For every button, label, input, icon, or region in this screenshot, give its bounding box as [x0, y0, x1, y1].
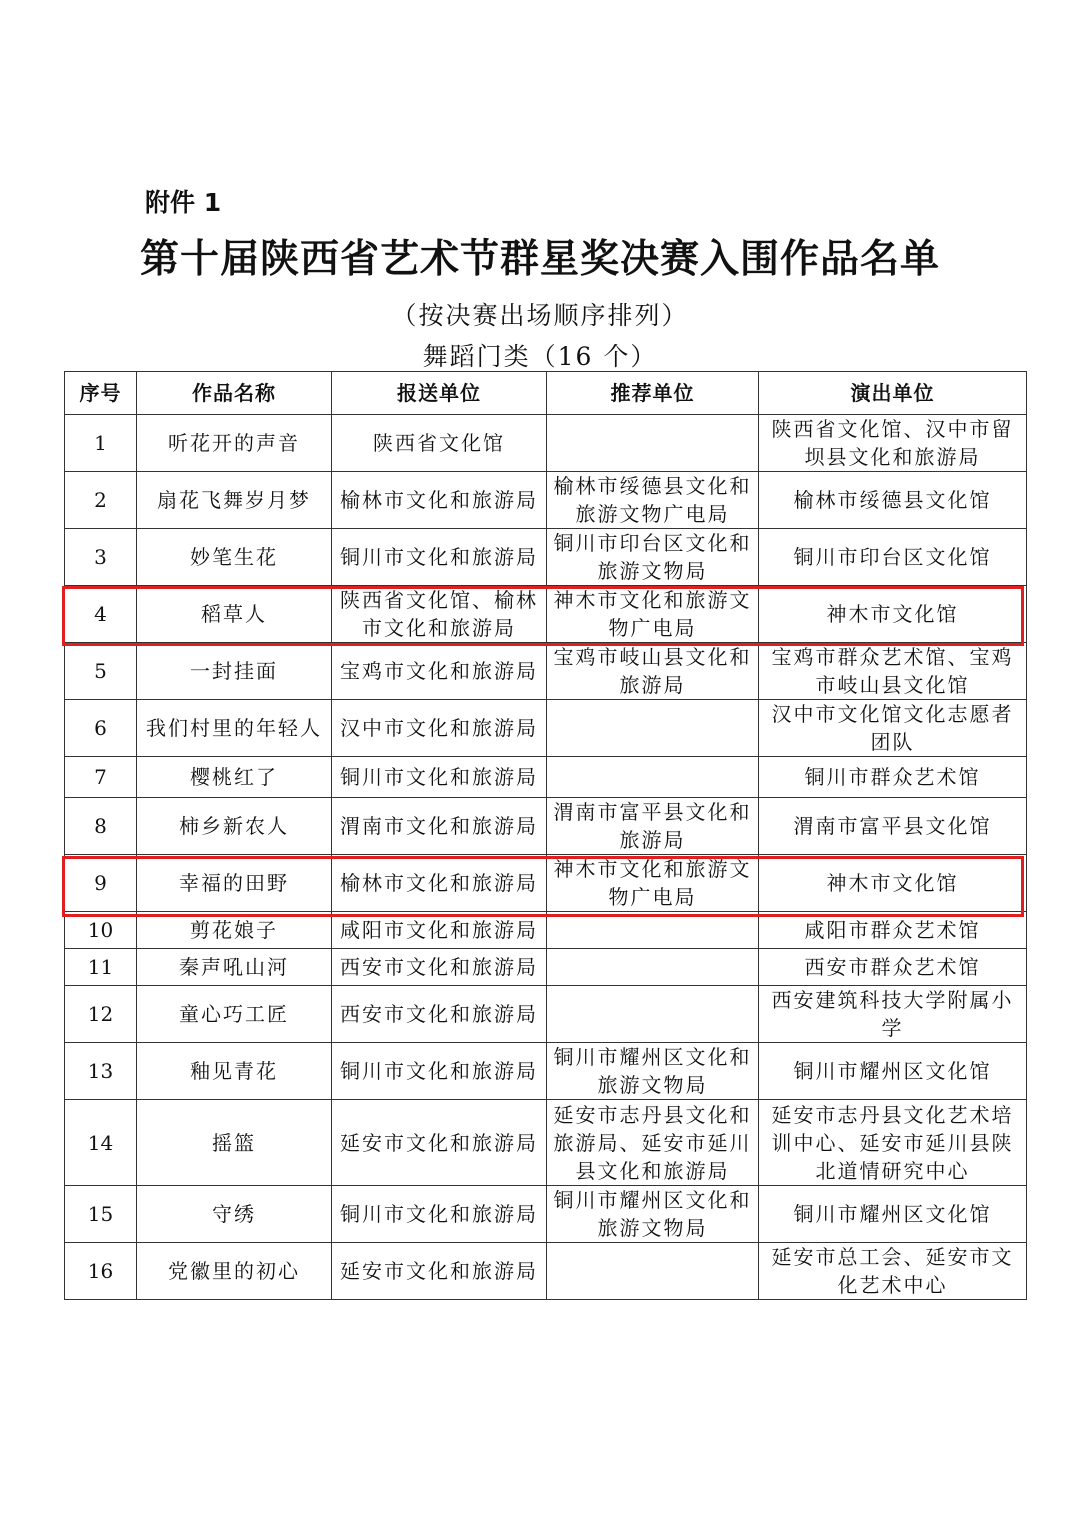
cell-performing-unit: 铜川市群众艺术馆 [759, 757, 1027, 798]
table-row [65, 912, 1027, 949]
cell-recommending-unit: 榆林市绥德县文化和旅游文物广电局 [547, 472, 759, 529]
table-row [65, 855, 1027, 912]
cell-recommending-unit: 渭南市富平县文化和旅游局 [547, 798, 759, 855]
cell-number: 4 [65, 586, 137, 643]
cell-recommending-unit: 铜川市耀州区文化和旅游文物局 [547, 1043, 759, 1100]
cell-work-name: 秦声吼山河 [137, 949, 332, 986]
cell-number: 10 [65, 912, 137, 949]
cell-number: 5 [65, 643, 137, 700]
cell-submitting-unit: 榆林市文化和旅游局 [332, 472, 547, 529]
cell-number: 2 [65, 472, 137, 529]
cell-work-name: 剪花娘子 [137, 912, 332, 949]
header-submitting-unit: 报送单位 [332, 372, 547, 415]
cell-work-name: 柿乡新农人 [137, 798, 332, 855]
header-work-name: 作品名称 [137, 372, 332, 415]
table-header-row [65, 372, 1027, 415]
table-row [65, 700, 1027, 757]
header-performing-unit: 演出单位 [759, 372, 1027, 415]
cell-number: 6 [65, 700, 137, 757]
header-recommending-unit: 推荐单位 [547, 372, 759, 415]
cell-recommending-unit [547, 757, 759, 798]
cell-submitting-unit: 榆林市文化和旅游局 [332, 855, 547, 912]
cell-performing-unit: 神木市文化馆 [759, 855, 1027, 912]
cell-number: 3 [65, 529, 137, 586]
cell-performing-unit: 汉中市文化馆文化志愿者团队 [759, 700, 1027, 757]
table-row [65, 1043, 1027, 1100]
cell-performing-unit: 铜川市耀州区文化馆 [759, 1043, 1027, 1100]
attachment-label: 附件 1 [145, 188, 222, 217]
cell-number: 16 [65, 1243, 137, 1300]
cell-number: 12 [65, 986, 137, 1043]
cell-work-name: 童心巧工匠 [137, 986, 332, 1043]
cell-submitting-unit: 汉中市文化和旅游局 [332, 700, 547, 757]
cell-work-name: 听花开的声音 [137, 415, 332, 472]
table-body [65, 415, 1027, 1300]
cell-number: 11 [65, 949, 137, 986]
table-row [65, 1100, 1027, 1186]
cell-work-name: 幸福的田野 [137, 855, 332, 912]
cell-recommending-unit [547, 415, 759, 472]
table-row [65, 798, 1027, 855]
cell-submitting-unit: 渭南市文化和旅游局 [332, 798, 547, 855]
entries-table [64, 371, 1027, 1300]
cell-submitting-unit: 铜川市文化和旅游局 [332, 757, 547, 798]
cell-performing-unit: 渭南市富平县文化馆 [759, 798, 1027, 855]
cell-submitting-unit: 陕西省文化馆、榆林市文化和旅游局 [332, 586, 547, 643]
cell-submitting-unit: 西安市文化和旅游局 [332, 949, 547, 986]
cell-submitting-unit: 铜川市文化和旅游局 [332, 1043, 547, 1100]
cell-number: 8 [65, 798, 137, 855]
cell-work-name: 一封挂面 [137, 643, 332, 700]
cell-performing-unit: 铜川市印台区文化馆 [759, 529, 1027, 586]
cell-performing-unit: 延安市志丹县文化艺术培训中心、延安市延川县陕北道情研究中心 [759, 1100, 1027, 1186]
cell-recommending-unit [547, 949, 759, 986]
cell-submitting-unit: 宝鸡市文化和旅游局 [332, 643, 547, 700]
cell-performing-unit: 陕西省文化馆、汉中市留坝县文化和旅游局 [759, 415, 1027, 472]
table-row [65, 415, 1027, 472]
cell-work-name: 我们村里的年轻人 [137, 700, 332, 757]
cell-submitting-unit: 西安市文化和旅游局 [332, 986, 547, 1043]
cell-performing-unit: 西安市群众艺术馆 [759, 949, 1027, 986]
cell-recommending-unit: 铜川市印台区文化和旅游文物局 [547, 529, 759, 586]
cell-submitting-unit: 咸阳市文化和旅游局 [332, 912, 547, 949]
cell-number: 9 [65, 855, 137, 912]
table-row [65, 472, 1027, 529]
cell-performing-unit: 咸阳市群众艺术馆 [759, 912, 1027, 949]
cell-recommending-unit: 铜川市耀州区文化和旅游文物局 [547, 1186, 759, 1243]
cell-work-name: 樱桃红了 [137, 757, 332, 798]
cell-submitting-unit: 铜川市文化和旅游局 [332, 529, 547, 586]
page-title: 第十届陕西省艺术节群星奖决赛入围作品名单 [139, 237, 940, 282]
table-row [65, 949, 1027, 986]
cell-recommending-unit [547, 700, 759, 757]
cell-work-name: 摇篮 [137, 1100, 332, 1186]
cell-work-name: 守绣 [137, 1186, 332, 1243]
cell-number: 14 [65, 1100, 137, 1186]
table-row [65, 1186, 1027, 1243]
table-row [65, 986, 1027, 1043]
cell-work-name: 釉见青花 [137, 1043, 332, 1100]
cell-performing-unit: 西安建筑科技大学附属小学 [759, 986, 1027, 1043]
cell-submitting-unit: 陕西省文化馆 [332, 415, 547, 472]
cell-number: 7 [65, 757, 137, 798]
cell-submitting-unit: 铜川市文化和旅游局 [332, 1186, 547, 1243]
page-subtitle: （按决赛出场顺序排列） [391, 301, 689, 330]
cell-work-name: 稻草人 [137, 586, 332, 643]
cell-work-name: 党徽里的初心 [137, 1243, 332, 1300]
cell-number: 15 [65, 1186, 137, 1243]
table-row [65, 586, 1027, 643]
cell-performing-unit: 神木市文化馆 [759, 586, 1027, 643]
cell-work-name: 扇花飞舞岁月梦 [137, 472, 332, 529]
cell-submitting-unit: 延安市文化和旅游局 [332, 1243, 547, 1300]
table-row [65, 643, 1027, 700]
cell-performing-unit: 宝鸡市群众艺术馆、宝鸡市岐山县文化馆 [759, 643, 1027, 700]
table-row [65, 529, 1027, 586]
cell-recommending-unit [547, 912, 759, 949]
cell-work-name: 妙笔生花 [137, 529, 332, 586]
cell-submitting-unit: 延安市文化和旅游局 [332, 1100, 547, 1186]
table-row [65, 757, 1027, 798]
cell-number: 13 [65, 1043, 137, 1100]
cell-performing-unit: 榆林市绥德县文化馆 [759, 472, 1027, 529]
table-row [65, 1243, 1027, 1300]
cell-number: 1 [65, 415, 137, 472]
cell-performing-unit: 铜川市耀州区文化馆 [759, 1186, 1027, 1243]
cell-performing-unit: 延安市总工会、延安市文化艺术中心 [759, 1243, 1027, 1300]
cell-recommending-unit: 宝鸡市岐山县文化和旅游局 [547, 643, 759, 700]
cell-recommending-unit: 神木市文化和旅游文物广电局 [547, 855, 759, 912]
cell-recommending-unit: 神木市文化和旅游文物广电局 [547, 586, 759, 643]
category-heading: 舞蹈门类（16 个） [422, 342, 658, 371]
cell-recommending-unit [547, 986, 759, 1043]
cell-recommending-unit: 延安市志丹县文化和旅游局、延安市延川县文化和旅游局 [547, 1100, 759, 1186]
cell-recommending-unit [547, 1243, 759, 1300]
header-number: 序号 [65, 372, 137, 415]
